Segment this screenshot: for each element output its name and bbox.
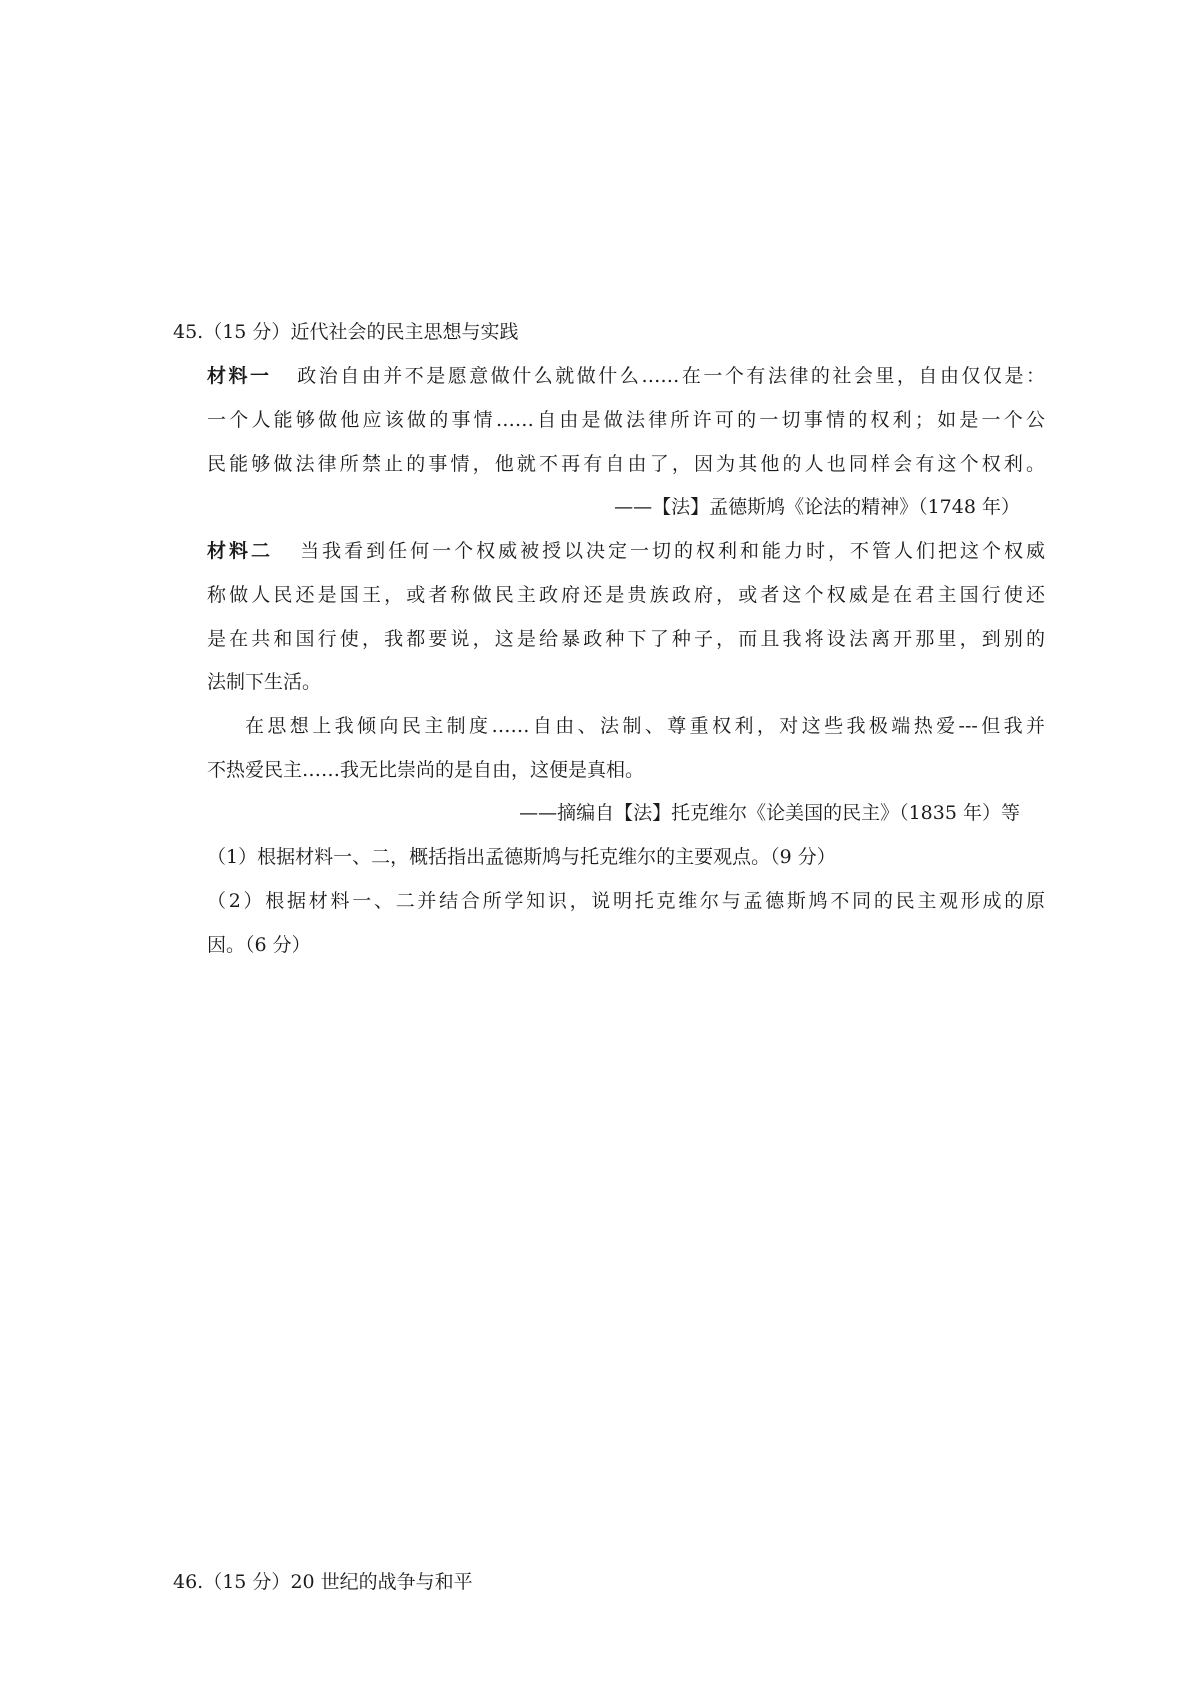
sub-question-2-line-2: 因。（6 分） bbox=[207, 934, 311, 956]
sub-question-1: （1）根据材料一、二，概括指出孟德斯鸠与托克维尔的主要观点。（9 分） bbox=[207, 846, 836, 868]
material2-source: ——摘编自【法】托克维尔《论美国的民主》（1835 年）等 bbox=[519, 802, 1020, 824]
material1-line-2: 一个人能够做他应该做的事情……自由是做法律所许可的一切事情的权利；如是一个公 bbox=[207, 409, 1045, 431]
question-title: 20 世纪的战争与和平 bbox=[290, 1571, 473, 1593]
question-number: 46. bbox=[173, 1571, 204, 1593]
material2-line-1 bbox=[207, 539, 1045, 563]
question-points: （15 分） bbox=[203, 1571, 291, 1593]
material2-para2-line-1: 在思想上我倾向民主制度……自由、法制、尊重权利，对这些我极端热爱---但我并 bbox=[245, 715, 1045, 737]
material1-line-1 bbox=[207, 364, 1045, 388]
question-46-heading bbox=[173, 1570, 473, 1594]
material2-para2-line-2: 不热爱民主……我无比崇尚的是自由，这便是真相。 bbox=[207, 759, 645, 781]
material1-text-1: 政治自由并不是愿意做什么就做什么……在一个有法律的社会里，自由仅仅是： bbox=[297, 365, 1045, 387]
question-title: 近代社会的民主思想与实践 bbox=[290, 321, 519, 343]
material1-source: ——【法】孟德斯鸠《论法的精神》（1748 年） bbox=[614, 496, 1020, 518]
material2-line-3: 是在共和国行使，我都要说，这是给暴政种下了种子，而且我将设法离开那里，到别的 bbox=[207, 628, 1045, 650]
sub-question-2-line-1: （2）根据材料一、二并结合所学知识，说明托克维尔与孟德斯鸠不同的民主观形成的原 bbox=[207, 890, 1045, 912]
question-number: 45. bbox=[173, 321, 204, 343]
material2-label: 材料二 bbox=[207, 540, 273, 562]
question-45-heading bbox=[173, 320, 518, 344]
material2-text-1: 当我看到任何一个权威被授以决定一切的权利和能力时，不管人们把这个权威 bbox=[300, 540, 1045, 562]
material2-line-4: 法制下生活。 bbox=[207, 671, 322, 693]
material2-line-2: 称做人民还是国王，或者称做民主政府还是贵族政府，或者这个权威是在君主国行使还 bbox=[207, 584, 1045, 606]
material1-line-3: 民能够做法律所禁止的事情，他就不再有自由了，因为其他的人也同样会有这个权利。 bbox=[207, 453, 1045, 475]
question-points: （15 分） bbox=[203, 321, 291, 343]
material1-label: 材料一 bbox=[207, 365, 272, 387]
